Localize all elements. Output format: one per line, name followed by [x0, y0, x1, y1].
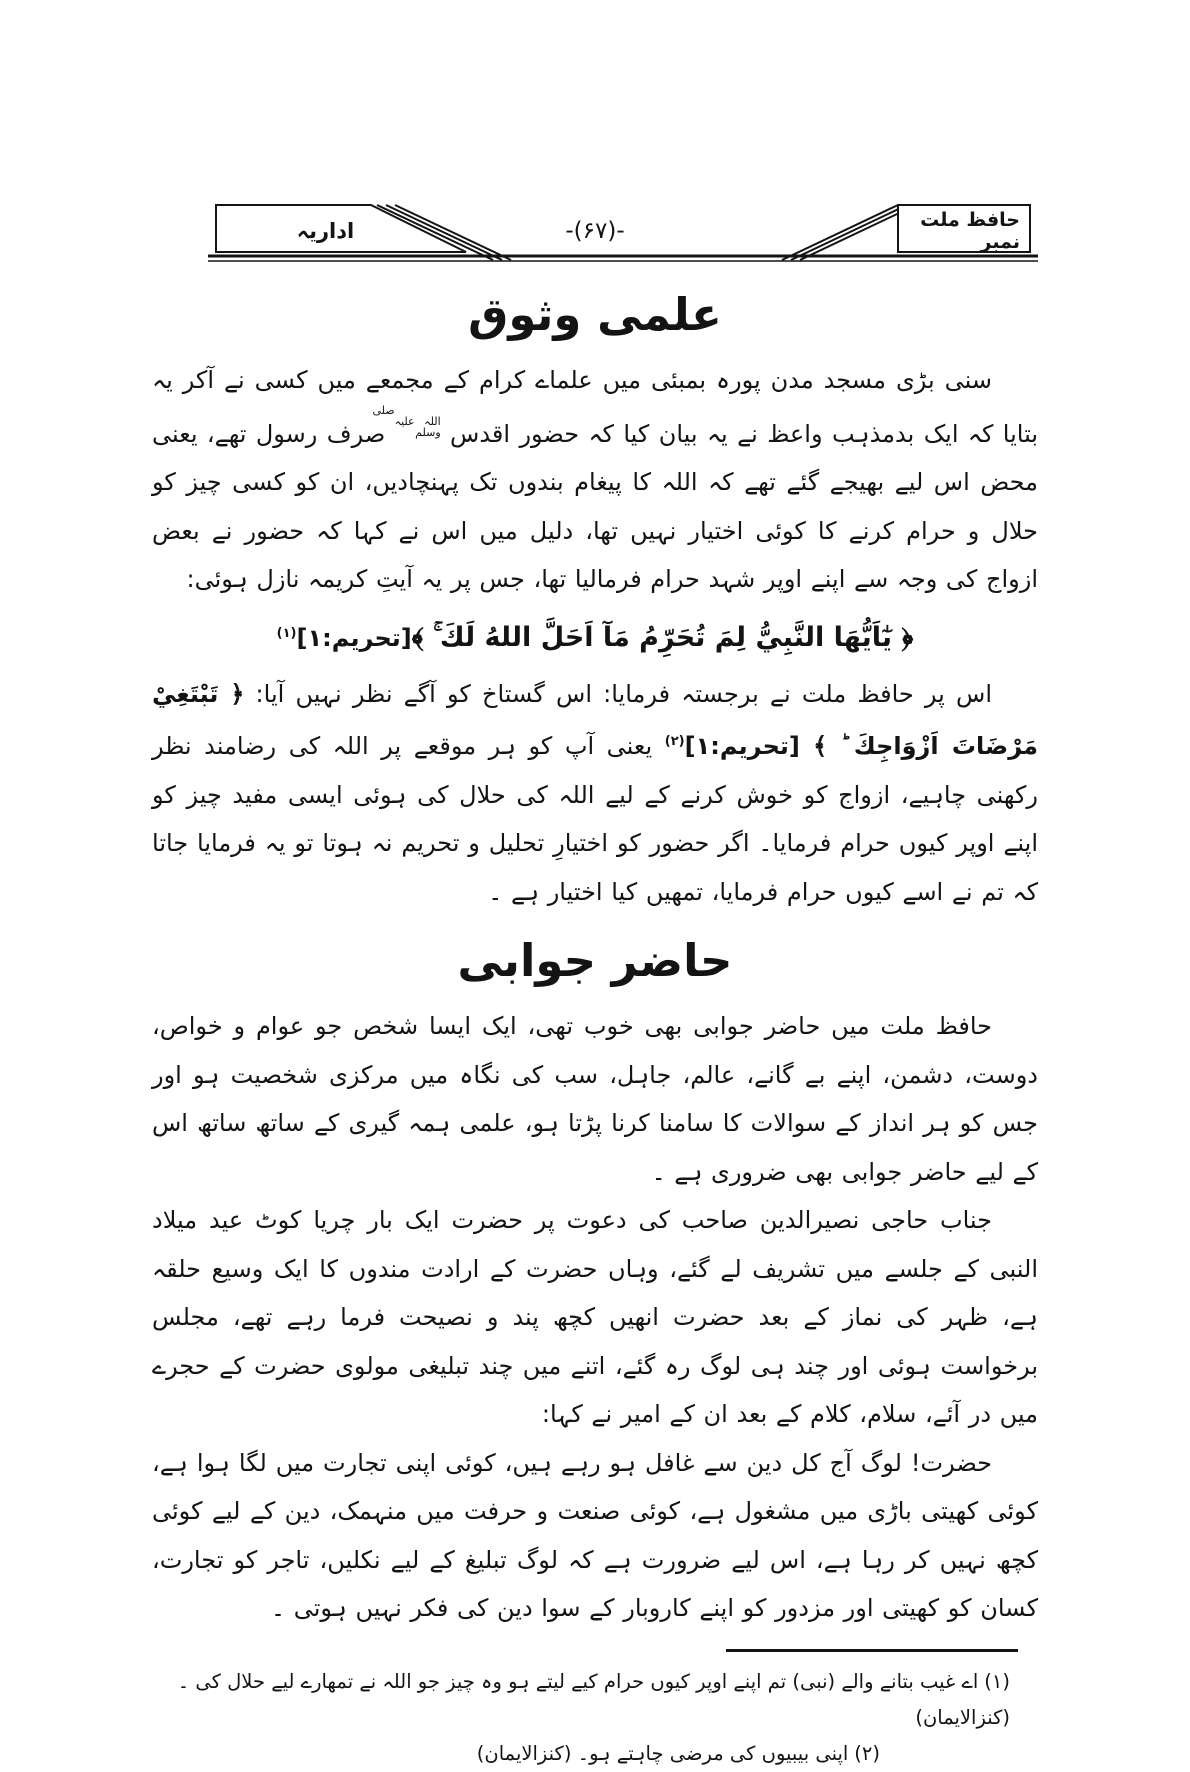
- paragraph: جناب حاجی نصیرالدین صاحب کی دعوت پر حضرت ایک بار چریا کوٹ عید میلاد النبی کے جلسے میں تشریف لے گئے، وہاں حضرت کے ارادت مندوں کا ایک وسیع حلقہ ہے، ظہر کی نماز کے بعد حضرت انھیں کچھ پند و نصیحت فرما رہے تھے، مجلس برخواست ہوئی اور چند ہی لوگ رہ گئے، اتنے میں چند تبلیغی مولوی حضرت کے حجرے میں در آئے، سلام، کلام کے بعد ان کے امیر نے کہا:: [152, 1206, 1038, 1428]
- section-title-ilmi-wusuq: علمی وثوق: [468, 288, 722, 341]
- paragraph: حضرت! لوگ آج کل دین سے غافل ہو رہے ہیں، کوئی اپنی تجارت میں لگا ہوا ہے، کوئی کھیتی باڑی میں مشغول ہے، کوئی صنعت و حرفت میں منہمک، دین کے لیے کوئی کچھ نہیں کر رہا ہے، اس لیے ضرورت ہے کہ لوگ تبلیغ کے لیے نکلیں، تاجر کو تجارت، کسان کو کھیتی اور مزدور کو اپنے کاروبار کے سوا دین کی فکر نہیں ہوتی ۔: [152, 1448, 1038, 1622]
- footnote: [152, 1736, 1010, 1772]
- paragraph: [152, 670, 1038, 917]
- footnote: [152, 1664, 1010, 1736]
- page-content: [152, 192, 1038, 1772]
- quran-verse-line: [152, 606, 1038, 666]
- footnotes-block: [152, 1664, 1038, 1772]
- footnote-number: (۱): [984, 1669, 1010, 1693]
- footnote-text: اپنی بیبیوں کی مرضی چاہتے ہو۔ (کنزالایمان): [476, 1741, 849, 1765]
- header-tab-issue: [900, 210, 1020, 252]
- footnote-marker: (۱): [276, 625, 297, 641]
- paragraph: حافظ ملت میں حاضر جوابی بھی خوب تھی، ایک ایسا شخص جو عوام و خواص، دوست، دشمن، اپنے بے گانے، عالم، جاہل، سب کی نگاہ میں مرکزی شخصیت ہو اور جس کو ہر انداز کے سوالات کا سامنا کرنا پڑتا ہو، علمی ہمہ گیری کے ساتھ ساتھ اس کے لیے حاضر جوابی بھی ضروری ہے ۔: [152, 1012, 1038, 1186]
- issue-label: حافظ ملت نمبر: [920, 209, 1020, 253]
- honorific-sallallahu-alaihi-wasallam: صلی اللہ علیہ وسلم: [372, 403, 441, 439]
- verse-reference: [تحریم:۱]: [296, 623, 412, 652]
- header-tab-editorial: [213, 210, 438, 252]
- paragraph-text: سنی بڑی مسجد مدن پورہ بمبئی میں علماے کرام کے مجمعے میں کسی نے آکر یہ بتایا کہ ایک بدمذہب واعظ نے یہ بیان کیا کہ حضور اقدس: [152, 366, 1039, 448]
- paragraph-text: یعنی آپ کو ہر موقعے پر اللہ کی رضامند نظر رکھنی چاہیے، ازواج کو خوش کرنے کے لیے اللہ کی حلال کی ہوئی ایسی مفید چیز کو اپنے اوپر کیوں حرام فرمایا۔ اگر حضور کو اختیارِ تحلیل و تحریم نہ ہوتا تو یہ فرمایا جاتا کہ تم نے اسے کیوں حرام فرمایا، تمھیں کیا اختیار ہے ۔: [152, 732, 1038, 906]
- footnote-text: اے غیب بتانے والے (نبی) تم اپنے اوپر کیوں حرام کیے لیتے ہو وہ چیز جو اللہ نے تمھارے لیے حلال کی ۔ (کنزالایمان): [177, 1669, 1010, 1729]
- footnote-separator: [726, 1649, 1018, 1652]
- paragraph: [152, 356, 1038, 604]
- page-number: -(۶۷)-: [565, 218, 625, 244]
- section-title-hazir-jawabi: حاضر جوابی: [457, 934, 733, 987]
- editorial-label: اداریہ: [296, 219, 355, 243]
- verse-text-inline: ﴿ تَبْتَغِيْ مَرْضَاتَ اَزْوَاجِكَ ؕ ﴾: [152, 679, 1038, 760]
- footnote-marker: (۲): [664, 734, 685, 749]
- paragraph-text: صرف رسول تھے، یعنی محض اس لیے بھیجے گئے تھے کہ اللہ کا پیغام بندوں تک پہنچادیں، ان کو کسی چیز کو حلال و حرام کرنے کا کوئی اختیار نہیں تھا، دلیل میں اس نے کہا کہ حضور نے بعض ازواج کی وجہ سے اپنے اوپر شہد حرام فرمالیا تھا، جس پر یہ آیتِ کریمہ نازل ہوئی:: [152, 419, 1038, 593]
- footnote-number: (۲): [854, 1741, 880, 1765]
- paragraph-text: اس پر حافظ ملت نے برجستہ فرمایا: اس گستاخ کو آگے نظر نہیں آیا:: [244, 679, 992, 708]
- verse-text: ﴿ يٰٓاَيُّهَا النَّبِيُّ لِمَ تُحَرِّمُ مَآ اَحَلَّ اللهُ لَكَ ۚ ﴾: [411, 621, 914, 653]
- verse-reference-inline: [تحریم:۱]: [684, 732, 814, 760]
- page-header: [152, 192, 1038, 270]
